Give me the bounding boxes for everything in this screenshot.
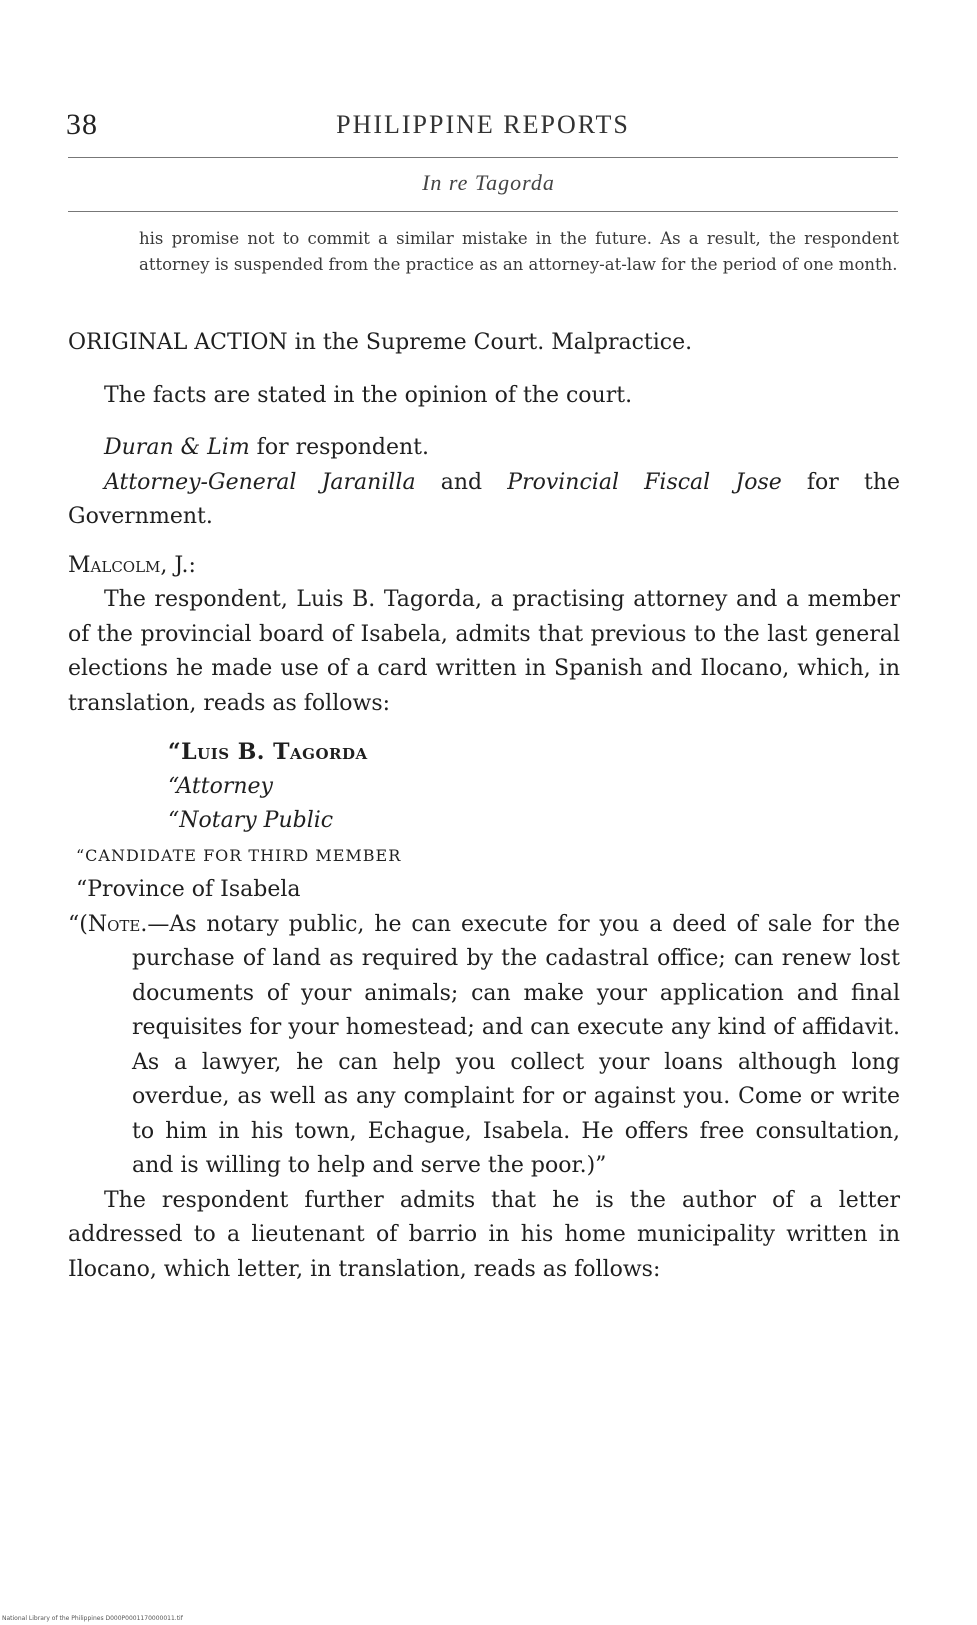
card-note — [68, 908, 900, 1184]
header-rule-bottom — [68, 211, 898, 212]
opinion-body — [68, 326, 900, 1287]
counsel-gov-name-1: Attorney-General Jaranilla — [104, 469, 416, 495]
counsel-respondent — [68, 431, 900, 466]
page-number: 38 — [66, 108, 98, 141]
card-name: “Luis B. Tagorda — [168, 739, 368, 765]
card-note-lead: “(Note. — [68, 911, 148, 937]
original-action-line: ORIGINAL ACTION in the Supreme Court. Malpractice. — [68, 330, 693, 355]
card-title-attorney: “Attorney — [168, 773, 273, 799]
counsel-gov-and: and — [415, 469, 508, 495]
page-header — [66, 108, 900, 152]
judge-line: Malcolm, J.: — [68, 552, 196, 578]
card-candidate-line: “CANDIDATE FOR THIRD MEMBER — [76, 845, 402, 865]
case-caption: In re Tagorda — [422, 170, 555, 195]
counsel-gov-name-2: Provincial Fiscal Jose — [507, 469, 782, 495]
card-province-line: “Province of Isabela — [76, 877, 301, 902]
card-title-notary: “Notary Public — [168, 808, 334, 833]
counsel-respondent-text: for respondent. — [249, 435, 430, 460]
counsel-respondent-names: Duran & Lim — [104, 435, 250, 460]
syllabus-paragraph: his promise not to commit a similar mistake in the future. As a result, the respondent attorney is suspended from the practice as an attorney-at-law for the period of one month. — [139, 229, 899, 274]
counsel-government — [68, 466, 900, 535]
counsel-gov-text: for the Government. — [68, 469, 901, 529]
header-rule-top — [68, 157, 898, 158]
opinion-paragraph-1: The respondent, Luis B. Tagorda, a practising attorney and a member of the provincial board of Isabela, admits that previous to the last general elections he made use of a card written in Spanish and Ilocano, which, in translation, reads as follows: — [68, 587, 900, 716]
facts-line: The facts are stated in the opinion of the court. — [104, 382, 633, 408]
card-note-text: —As notary public, he can execute for you a deed of sale for the purchase of land as required by the cadastral office; can renew lost documents of your animals; can make your application and final requisites for your homestead; and can execute any kind of affidavit. As a lawyer, he can help you collect your loans although long overdue, as well as any complaint for or against you. Come or write to him in his town, Echague, Isabela. He offers free consultation, and is willing to help and serve the poor.)” — [132, 911, 900, 1178]
running-title: PHILIPPINE REPORTS — [336, 110, 630, 139]
archive-stamp: National Library of the Philippines D000P0001170000011.tif — [2, 1615, 183, 1622]
opinion-paragraph-2: The respondent further admits that he is the author of a letter addressed to a lieutenant of barrio in his home municipality written in Ilocano, which letter, in translation, reads as follows: — [68, 1187, 900, 1282]
